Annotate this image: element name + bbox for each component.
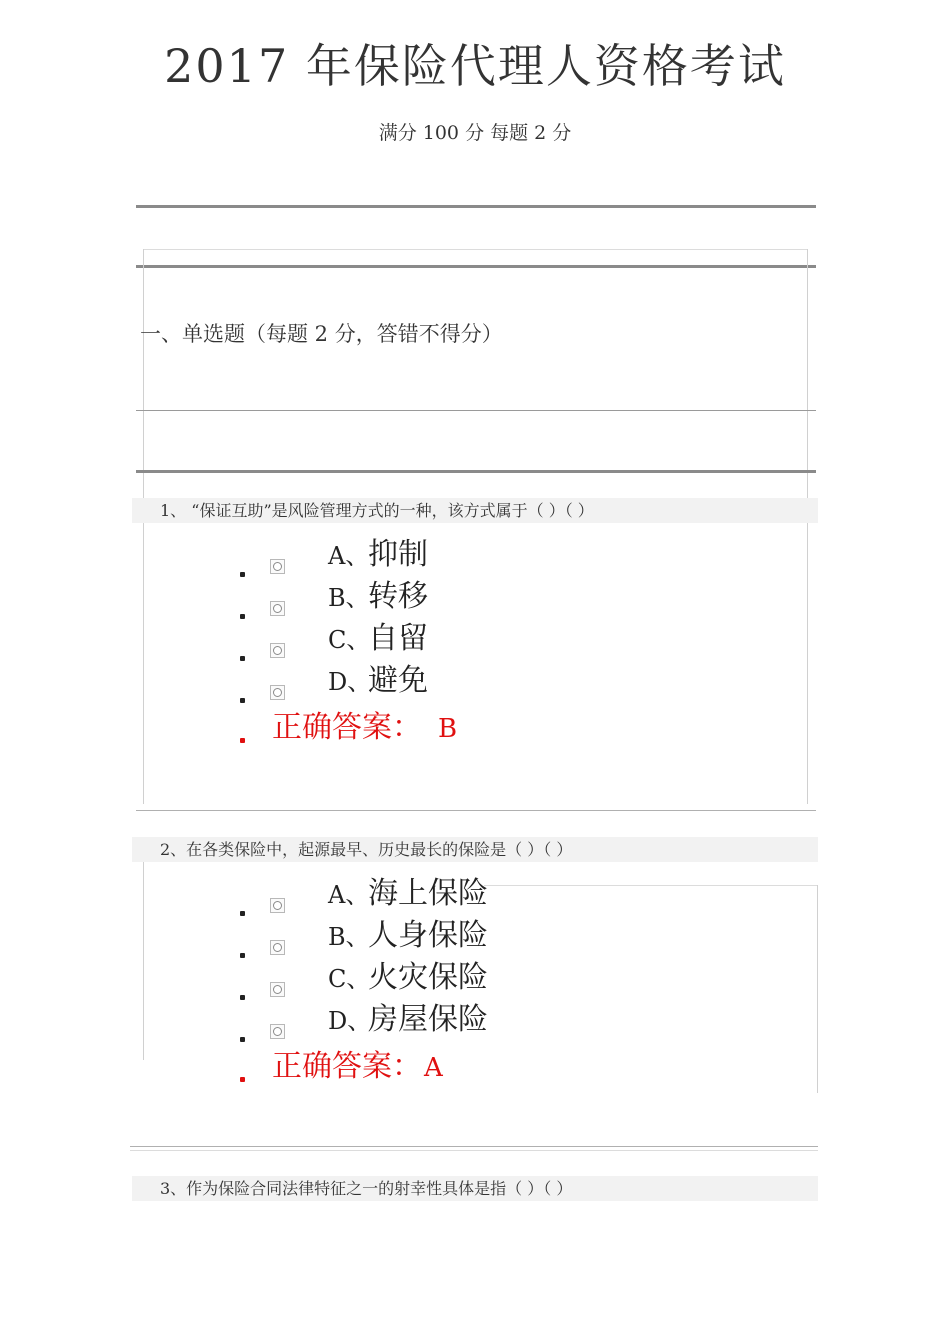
option-letter: C、 — [328, 626, 371, 654]
section-divider-mid — [136, 410, 816, 411]
question-1-option-d-radio[interactable] — [270, 685, 285, 700]
bullet — [240, 1037, 245, 1042]
bullet — [240, 995, 245, 1000]
option-text: 火灾保险 — [368, 960, 488, 995]
bullet — [240, 698, 245, 703]
bullet — [240, 656, 245, 661]
bullet — [240, 572, 245, 577]
bullet — [240, 911, 245, 916]
question-1-bar — [132, 498, 818, 523]
question-1-option-c — [328, 618, 428, 661]
bullet — [240, 614, 245, 619]
answer-label: 正确答案： — [272, 710, 422, 745]
frame-inner-line — [484, 885, 817, 886]
frame-left-line — [143, 862, 144, 1060]
option-text: 避免 — [368, 663, 428, 698]
option-letter: B、 — [328, 923, 370, 951]
section-divider-top — [136, 265, 816, 268]
exam-subtitle: 满分 100 分 每题 2 分 — [378, 122, 572, 144]
section-title: 一、单选题（每题 2 分，答错不得分） — [140, 322, 503, 346]
question-2-text: 2、在各类保险中，起源最早、历史最长的保险是（ ）（ ） — [160, 840, 573, 859]
question-1-option-a-radio[interactable] — [270, 559, 285, 574]
answer-label: 正确答案： — [272, 1049, 422, 1084]
question-3-bar — [132, 1176, 818, 1201]
question-2-option-a-radio[interactable] — [270, 898, 285, 913]
question-2-option-c-radio[interactable] — [270, 982, 285, 997]
option-text: 转移 — [368, 579, 428, 614]
question-3-text: 3、作为保险合同法律特征之一的射幸性具体是指（ ）（ ） — [160, 1179, 573, 1198]
question-2-option-b — [328, 915, 488, 958]
question-2-option-b-radio[interactable] — [270, 940, 285, 955]
question-divider — [130, 1146, 818, 1147]
bullet — [240, 953, 245, 958]
option-letter: A、 — [328, 881, 370, 909]
question-2-option-d-radio[interactable] — [270, 1024, 285, 1039]
option-letter: B、 — [328, 584, 370, 612]
bullet — [240, 1077, 245, 1082]
question-2-bar — [132, 837, 818, 862]
question-divider — [136, 810, 816, 811]
question-1-option-b — [328, 576, 428, 619]
question-1-option-d — [328, 660, 428, 703]
option-letter: D、 — [328, 1007, 372, 1035]
option-text: 房屋保险 — [368, 1002, 488, 1037]
option-letter: A、 — [328, 542, 370, 570]
frame-top-line — [143, 249, 807, 250]
answer-value: A — [424, 1053, 443, 1083]
section-divider-bottom — [136, 470, 816, 473]
frame-right-line — [817, 885, 818, 1093]
answer-value: B — [438, 714, 458, 744]
question-2-option-d — [328, 999, 488, 1042]
question-2-answer — [272, 1041, 443, 1085]
option-letter: D、 — [328, 668, 372, 696]
exam-title: 2017 年保险代理人资格考试 — [164, 39, 786, 93]
question-1-option-a — [328, 534, 428, 577]
frame-right-line — [807, 249, 808, 804]
top-divider — [136, 205, 816, 208]
question-1-text: 1、 “保证互助”是风险管理方式的一种，该方式属于（ ）（ ） — [160, 501, 594, 520]
bullet — [240, 738, 245, 743]
option-letter: C、 — [328, 965, 371, 993]
question-2-option-a — [328, 873, 488, 916]
question-2-option-c — [328, 957, 488, 1000]
option-text: 海上保险 — [368, 876, 488, 911]
option-text: 人身保险 — [368, 918, 488, 953]
question-divider-shadow — [130, 1150, 818, 1151]
question-1-option-c-radio[interactable] — [270, 643, 285, 658]
question-1-answer — [272, 702, 457, 746]
option-text: 抑制 — [368, 537, 428, 572]
option-text: 自留 — [368, 621, 428, 656]
question-1-option-b-radio[interactable] — [270, 601, 285, 616]
